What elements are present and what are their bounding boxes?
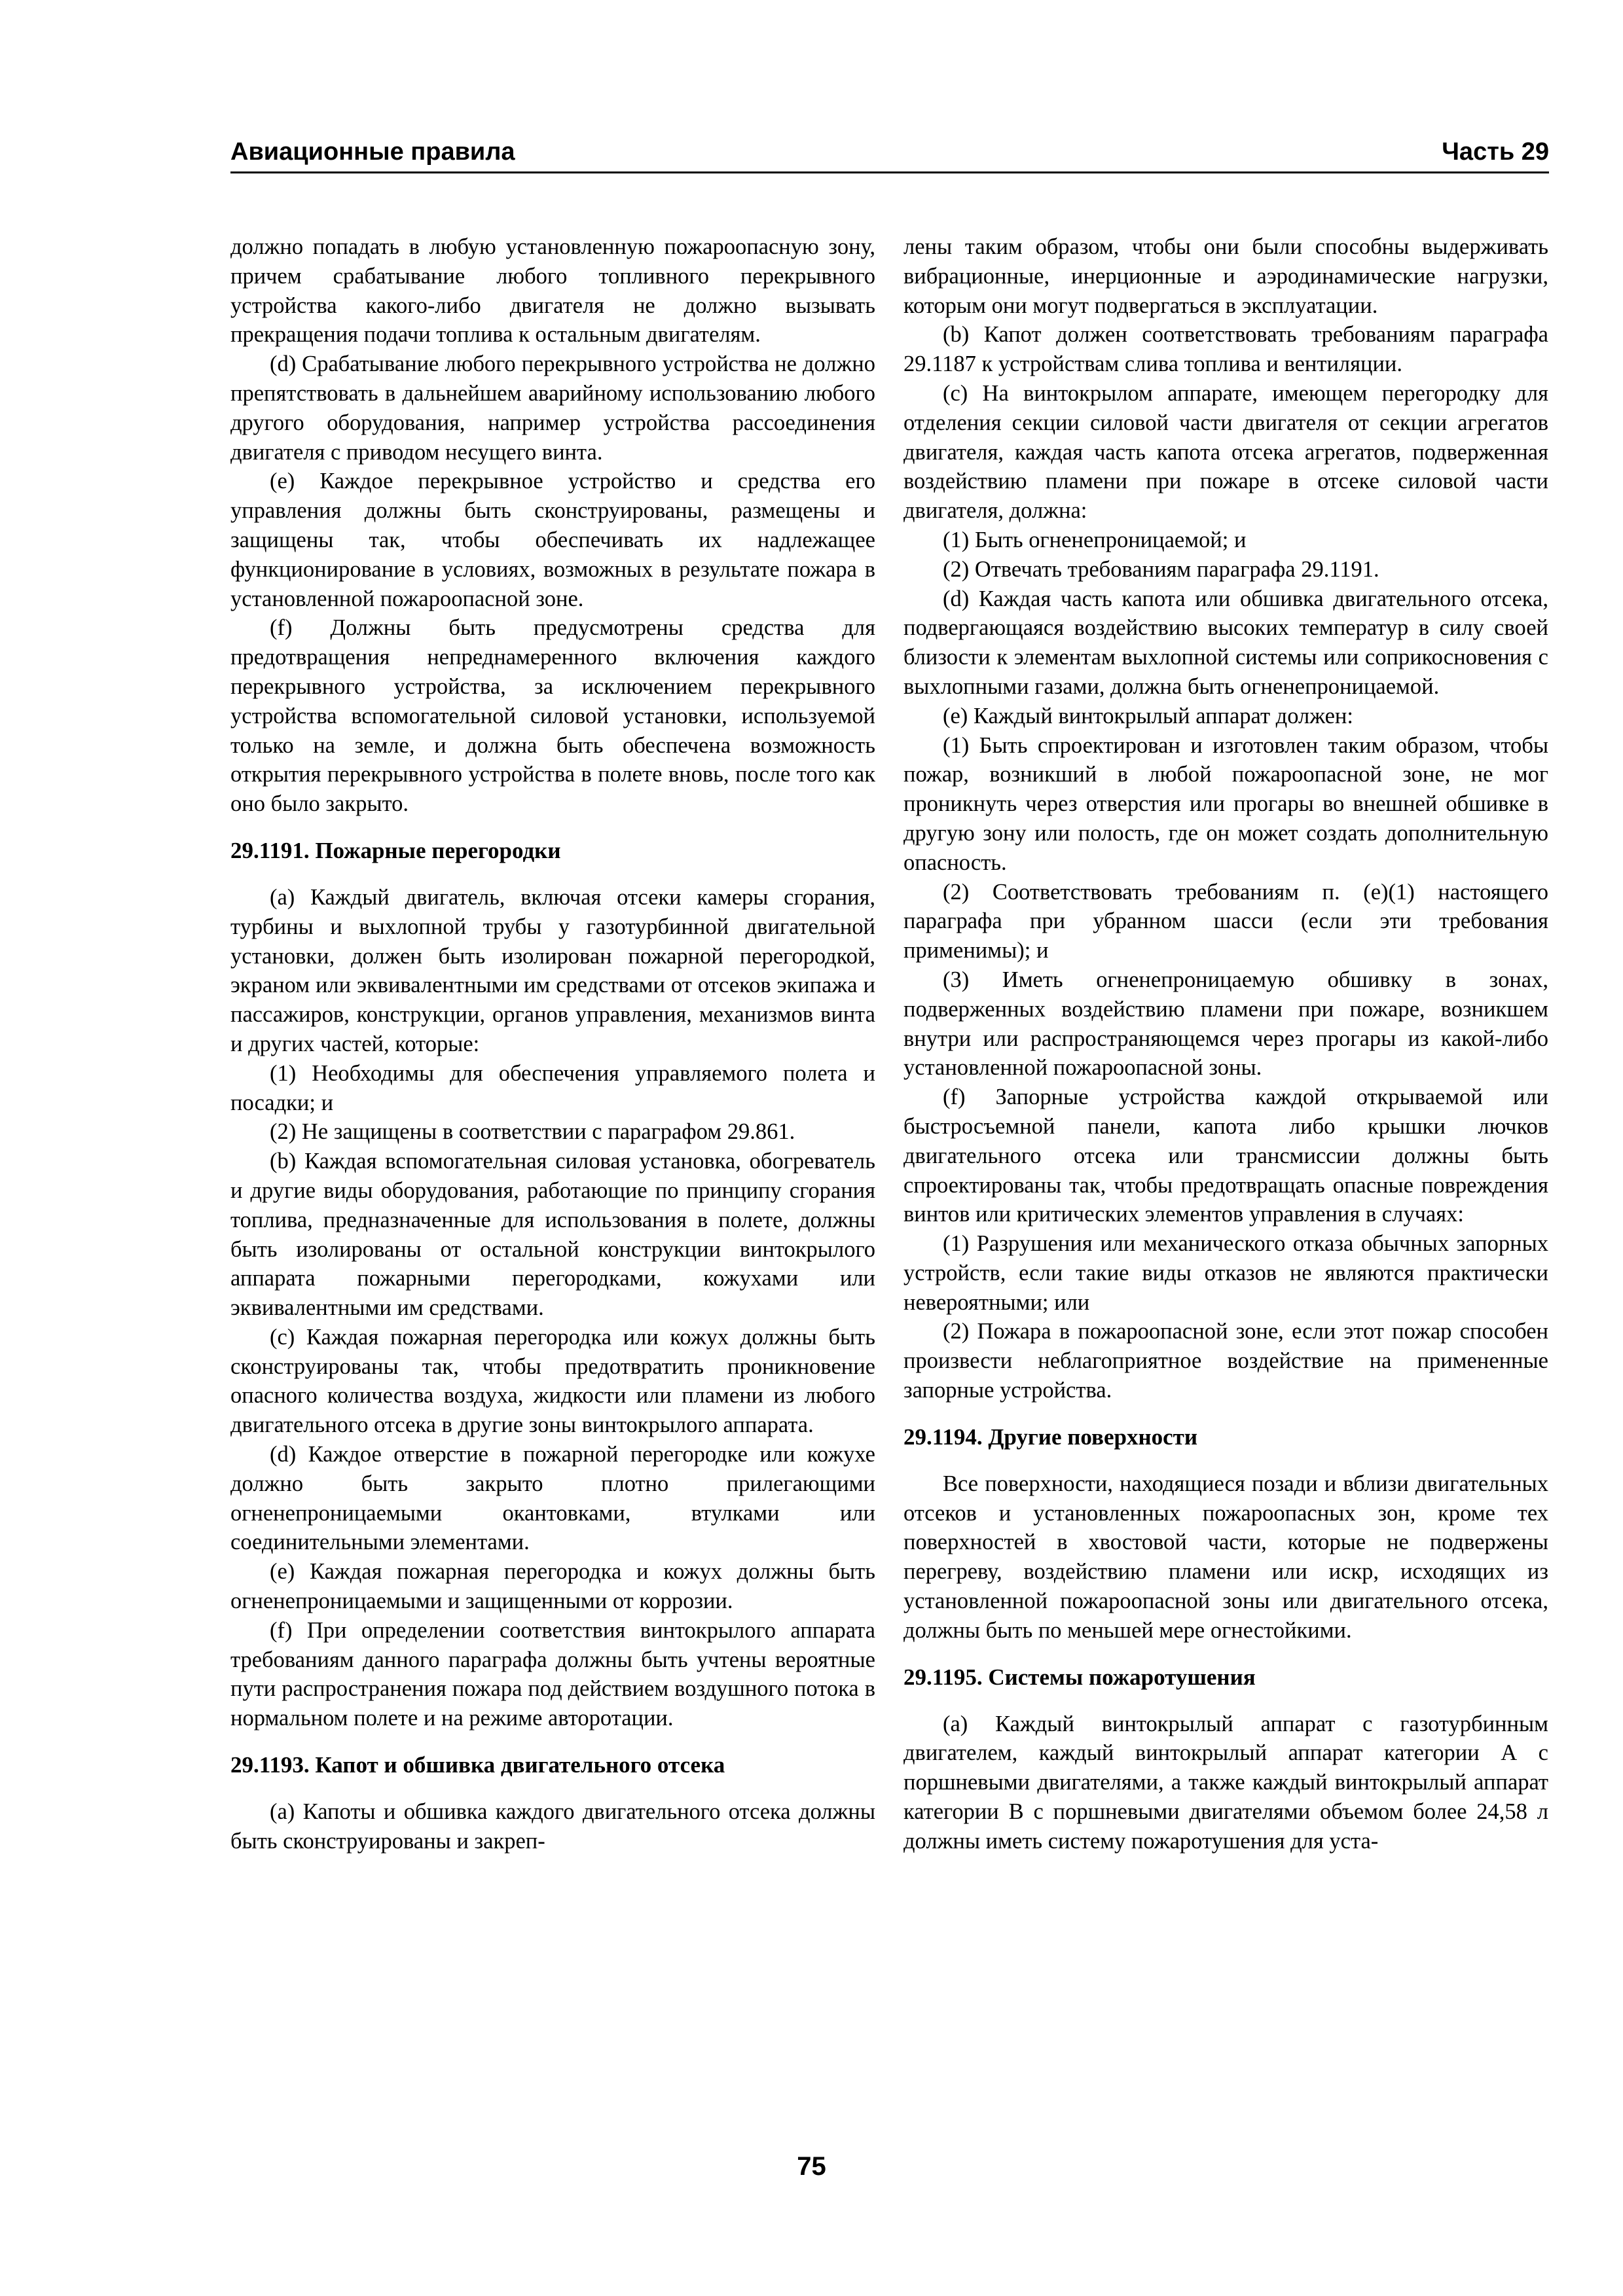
left-column [230, 232, 875, 2130]
paragraph: должно попадать в любую установленную пожароопасную зону, причем срабатывание любого топливного перекрывного устройства какого-либо двигателя не должно вызывать прекращения подачи топлива к остальным двигателям. [230, 234, 875, 348]
paragraph: (1) Необходимы для обеспечения управляемого полета и посадки; и [230, 1060, 875, 1115]
paragraph: (1) Быть спроектирован и изготовлен таким образом, чтобы пожар, возникший в любой пожароопасной зоне, не мог проникнуть через отверстия или прогары во внешней обшивке в другую зону или полость, где он может создать дополнительную опасность. [903, 732, 1548, 875]
paragraph: (f) При определении соответствия винтокрылого аппарата требованиям данного параграфа должны быть учтены вероятные пути распространения пожара под действием воздушного потока в нормальном полете и на режиме авторотации. [230, 1617, 875, 1731]
paragraph: (e) Каждая пожарная перегородка и кожух должны быть огненепроницаемыми и защищенными от коррозии. [230, 1559, 875, 1614]
header-rule [230, 171, 1549, 173]
running-header-part: Часть 29 [1442, 138, 1549, 166]
paragraph: (e) Каждый винтокрылый аппарат должен: [943, 703, 1353, 728]
paragraph: (e) Каждое перекрывное устройство и средства его управления должны быть сконструированы, размещены и защищены так, чтобы обеспечивать их надлежащее функционирование в условиях, возможных в результате пожара в установленной пожароопасной зоне. [230, 469, 875, 611]
paragraph: (c) Каждая пожарная перегородка или кожух должны быть сконструированы так, чтобы предотвратить проникновение опасного количества воздуха, жидкости или пламени из любого двигательного отсека в другие зоны винтокрылого аппарата. [230, 1324, 875, 1438]
paragraph: (b) Капот должен соответствовать требованиям параграфа 29.1187 к устройствам слива топлива и вентиляции. [903, 322, 1548, 377]
section-heading: 29.1194. Другие поверхности [903, 1424, 1198, 1450]
paragraph: (3) Иметь огненепроницаемую обшивку в зонах, подверженных воздействию пламени при пожаре, возникшем внутри или распространяющемся через прогары из какой-либо установленной пожароопасной зоны. [903, 967, 1548, 1081]
section-heading: 29.1195. Системы пожаротушения [903, 1664, 1256, 1690]
paragraph: (c) На винтокрылом аппарате, имеющем перегородку для отделения секции силовой части двигателя от секции агрегатов двигателя, каждая часть капота отсека агрегатов, подверженная воздействию пламени при пожаре в отсеке силовой части двигателя, должна: [903, 380, 1548, 524]
paragraph: (2) Соответствовать требованиям п. (e)(1) настоящего параграфа при убранном шасси (если эти требования применимы); и [903, 879, 1548, 963]
section-heading: 29.1191. Пожарные перегородки [230, 837, 561, 863]
paragraph: (2) Не защищены в соответствии с параграфом 29.861. [270, 1119, 795, 1145]
paragraph: (a) Капоты и обшивка каждого двигательного отсека должны быть сконструированы и закреп- [230, 1799, 875, 1854]
right-column [903, 232, 1548, 2130]
paragraph: (b) Каждая вспомогательная силовая установка, обогреватель и другие виды оборудования, работающие по принципу сгорания топлива, предназначенные для использования в полете, должны быть изолированы от остальной конструкции винтокрылого аппарата пожарными перегородками, кожухами или эквивалентными им средствами. [230, 1149, 875, 1321]
paragraph: (2) Отвечать требованиям параграфа 29.1191. [943, 556, 1379, 582]
paragraph: (d) Каждое отверстие в пожарной перегородке или кожухе должно быть закрыто плотно прилегающими огненепроницаемыми окантовками, втулками или соединительными элементами. [230, 1442, 875, 1555]
paragraph: (a) Каждый двигатель, включая отсеки камеры сгорания, турбины и выхлопной трубы у газотурбинной двигательной установки, должен быть изолирован пожарной перегородкой, экраном или эквивалентными им средствами от отсеков экипажа и пассажиров, конструкции, органов управления, механизмов винта и других частей, которые: [230, 884, 875, 1056]
paragraph: (f) Запорные устройства каждой открываемой или быстросъемной панели, капота либо крышки лючков двигательного отсека или трансмиссии должны быть спроектированы так, чтобы предотвращать опасные повреждения винтов или критических элементов управления в случаях: [903, 1085, 1548, 1227]
paragraph: (2) Пожара в пожароопасной зоне, если этот пожар способен произвести неблагоприятное воздействие на примененные запорные устройства. [903, 1319, 1548, 1403]
paragraph: (1) Быть огненепроницаемой; и [943, 527, 1247, 552]
paragraph: (f) Должны быть предусмотрены средства для предотвращения непреднамеренного включения каждого перекрывного устройства, за исключением перекрывного устройства вспомогательной силовой установки, используемой только на земле, и должна быть обеспечена возможность открытия перекрывного устройства в полете вновь, после того как оно было закрыто. [230, 615, 875, 817]
paragraph: Все поверхности, находящиеся позади и вблизи двигательных отсеков и установленных пожароопасных зон, кроме тех поверхностей в хвостовой части, которые не подвержены перегреву, воздействию пламени или искр, исходящих из установленной пожароопасной зоны или двигательного отсека, должны быть по меньшей мере огнестойкими. [903, 1471, 1548, 1643]
paragraph: (d) Срабатывание любого перекрывного устройства не должно препятствовать в дальнейшем аварийному использованию любого другого оборудования, например устройства рассоединения двигателя с приводом несущего винта. [230, 351, 875, 465]
paragraph: лены таким образом, чтобы они были способны выдерживать вибрационные, инерционные и аэродинамические нагрузки, которым они могут подвергаться в эксплуатации. [903, 234, 1548, 318]
paragraph: (a) Каждый винтокрылый аппарат с газотурбинным двигателем, каждый винтокрылый аппарат категории А с поршневыми двигателями, а также каждый винтокрылый аппарат категории В с поршневыми двигателями объемом более 24,58 л должны иметь систему пожаротушения для уста- [903, 1711, 1548, 1854]
paragraph: (d) Каждая часть капота или обшивка двигательного отсека, подвергающаяся воздействию высоких температур в силу своей близости к элементам выхлопной системы или соприкосновения с выхлопными газами, должна быть огненепроницаемой. [903, 586, 1548, 699]
running-header-title: Авиационные правила [230, 138, 515, 166]
page-number: 75 [797, 2152, 826, 2181]
section-heading: 29.1193. Капот и обшивка двигательного отсека [230, 1752, 725, 1778]
paragraph: (1) Разрушения или механического отказа обычных запорных устройств, если такие виды отказов не являются практически невероятными; или [903, 1231, 1548, 1315]
